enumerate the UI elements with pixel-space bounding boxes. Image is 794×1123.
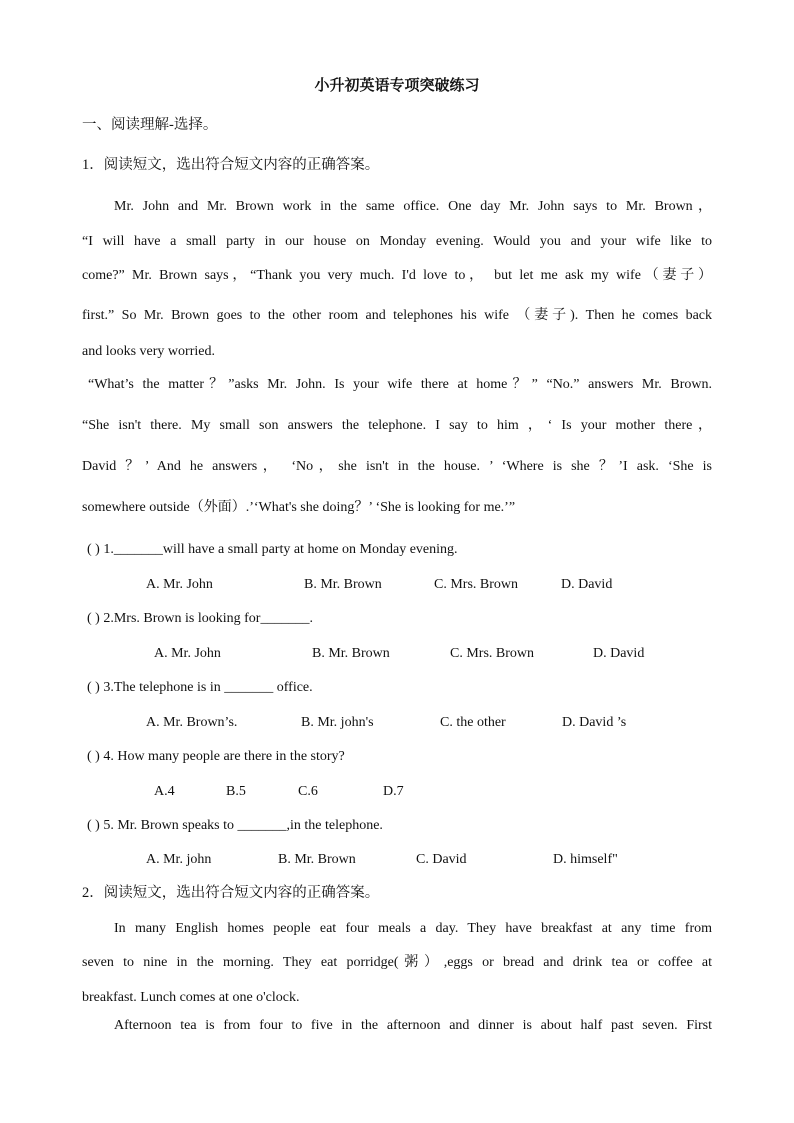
passage2-line: Afternoon tea is from four to five in the afternoon and dinner is about half past seven. First: [114, 1018, 712, 1033]
option-d[interactable]: D. himself": [553, 852, 618, 867]
question-4: [87, 748, 345, 766]
passage1-line: Mr. John and Mr. Brown work in the same office. One day Mr. John says to Mr. Brown，: [114, 199, 712, 214]
option-a[interactable]: A. Mr. john: [146, 852, 212, 867]
option-a[interactable]: A. Mr. John: [146, 577, 213, 592]
option-c[interactable]: C. David: [416, 852, 467, 867]
passage2-line: seven to nine in the morning. They eat porridge(粥）,eggs or bread and drink tea or coffee at: [82, 955, 712, 970]
passage1-line: “I will have a small party in our house on Monday evening. Would you and your wife like to: [82, 234, 712, 249]
answer-blank[interactable]: ( ): [87, 818, 100, 833]
part1-heading: 1．阅读短文，选出符合短文内容的正确答案。: [82, 157, 380, 173]
passage1-line: and looks very worried.: [82, 344, 215, 359]
section-heading: 一、阅读理解-选择。: [82, 117, 218, 133]
option-c[interactable]: C. Mrs. Brown: [434, 577, 519, 592]
question-text: 1._______will have a small party at home on Monday evening.: [99, 542, 458, 557]
part2-heading: 2．阅读短文，选出符合短文内容的正确答案。: [82, 885, 380, 901]
option-b[interactable]: B. Mr. Brown: [278, 852, 356, 867]
option-d[interactable]: D. David: [593, 646, 645, 661]
option-c[interactable]: C. Mrs. Brown: [450, 646, 535, 661]
question-5: [87, 817, 383, 835]
option-b[interactable]: B. Mr. Brown: [304, 577, 382, 592]
answer-blank[interactable]: ( ): [87, 611, 100, 626]
answer-blank[interactable]: ( ): [87, 749, 100, 764]
question-1: [87, 541, 458, 559]
question-text: 2.Mrs. Brown is looking for_______.: [99, 611, 313, 626]
option-c[interactable]: C. the other: [440, 715, 506, 730]
passage1-line: somewhere outside（外面）.’‘What's she doing？’ ‘She is looking for me.’”: [82, 500, 516, 515]
question-2: [87, 610, 313, 628]
option-a[interactable]: A.4: [154, 784, 175, 799]
passage1-line: “She isn't there. My small son answers the telephone. I say to him ，‘ Is your mother there，: [82, 418, 712, 433]
question-text: 5. Mr. Brown speaks to _______,in the telephone.: [99, 818, 383, 833]
answer-blank[interactable]: ( ): [87, 542, 100, 557]
option-d[interactable]: D. David ’s: [562, 715, 627, 730]
option-d[interactable]: D. David: [561, 577, 613, 592]
passage2-line: breakfast. Lunch comes at one o'clock.: [82, 990, 300, 1005]
passage1-line: first.” So Mr. Brown goes to the other room and telephones his wife （妻子). Then he comes back: [82, 308, 712, 323]
option-b[interactable]: B. Mr. john's: [301, 715, 374, 730]
answer-blank[interactable]: ( ): [87, 680, 100, 695]
option-c[interactable]: C.6: [298, 784, 318, 799]
passage1-line: David ？’ And he answers， ‘No，she isn't in the house. ’ ‘Where is she ？’I ask. ‘She is: [82, 459, 712, 474]
page-title: 小升初英语专项突破练习: [314, 78, 480, 94]
option-d[interactable]: D.7: [383, 784, 404, 799]
option-b[interactable]: B. Mr. Brown: [312, 646, 390, 661]
question-text: 3.The telephone is in _______ office.: [99, 680, 313, 695]
passage1-line: “What’s the matter？”asks Mr. John. Is your wife there at home？” “No.” answers Mr. Brown.: [88, 377, 712, 392]
option-a[interactable]: A. Mr. John: [154, 646, 221, 661]
passage2-line: In many English homes people eat four meals a day. They have breakfast at any time from: [114, 921, 712, 936]
question-3: [87, 679, 313, 697]
option-b[interactable]: B.5: [226, 784, 246, 799]
question-text: 4. How many people are there in the story?: [99, 749, 345, 764]
passage1-line: come?” Mr. Brown says，“Thank you very much. I'd love to， but let me ask my wife（妻子）: [82, 268, 712, 283]
option-a[interactable]: A. Mr. Brown’s.: [146, 715, 238, 730]
